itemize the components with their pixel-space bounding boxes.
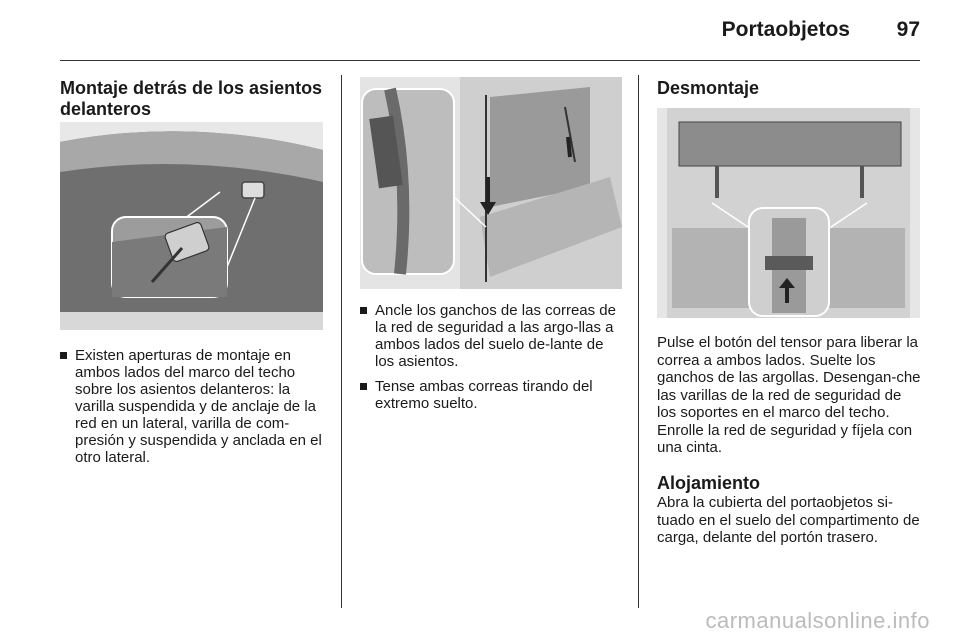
list-item (360, 302, 622, 370)
section-heading-montaje (60, 78, 335, 120)
watermark-text: carmanualsonline.info (705, 608, 930, 633)
bullet-square-icon (360, 307, 367, 314)
list-item-text: Existen aperturas de montaje en ambos lados del marco del techo sobre los asientos delanteros: la varilla suspendida y de anclaje de la red en un lateral, varilla de com-presión y suspendida y anclada en el otro lateral. (75, 347, 322, 466)
illustration-roof-mounting (60, 122, 323, 330)
heading-line: delanteros (60, 99, 152, 119)
paragraph-desmontaje: Pulse el botón del tensor para liberar la correa a ambos lados. Suelte los ganchos de las argollas. Desengan-che las varillas de la red de seguridad de los soportes en el marco del techo. Enrolle la red de seguridad y fíjela con una cinta. (657, 334, 921, 456)
list-item-text: Ancle los ganchos de las correas de la red de seguridad a las argo-llas a ambos lados del suelo de-lante de los asientos. (375, 302, 616, 370)
section-heading-desmontaje: Desmontaje (657, 78, 760, 98)
removal-drawing (657, 108, 920, 318)
bullet-square-icon (360, 383, 367, 390)
heading-line: Montaje detrás de los asientos (60, 78, 323, 98)
list-item-text: Tense ambas correas tirando del extremo suelto. (375, 378, 593, 412)
bullet-square-icon (60, 352, 67, 359)
section-heading-alojamiento: Alojamiento (657, 473, 761, 493)
page-title: Portaobjetos (721, 18, 850, 41)
roof-mounting-drawing (60, 122, 323, 330)
bullet-list-left (60, 347, 328, 474)
floor-anchoring-drawing (360, 77, 622, 289)
list-item (60, 347, 328, 466)
header-divider (60, 60, 920, 61)
paragraph-alojamiento: Abra la cubierta del portaobjetos si-tuado en el suelo del compartimento de carga, delante del portón trasero. (657, 494, 920, 546)
list-item (360, 378, 622, 412)
page-number: 97 (896, 18, 920, 41)
column-divider-2 (638, 75, 639, 608)
column-divider-1 (341, 75, 342, 608)
illustration-removal (657, 108, 920, 318)
bullet-list-middle (360, 302, 622, 420)
illustration-floor-anchoring (360, 77, 622, 289)
